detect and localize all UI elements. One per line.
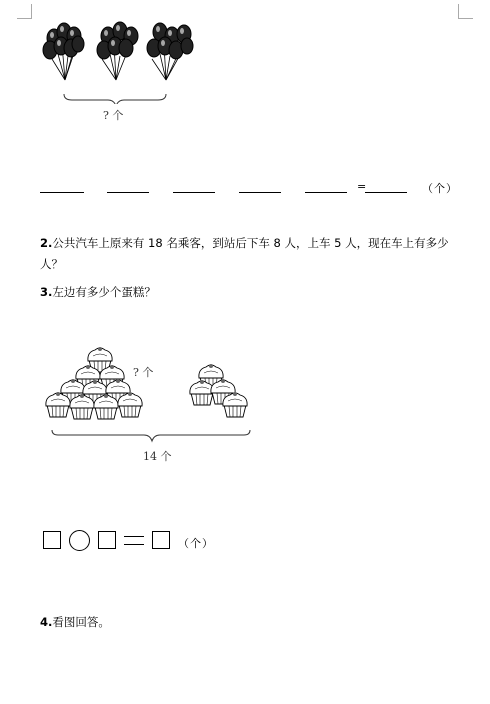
balloon-bunch-left <box>43 23 84 80</box>
equals-sign <box>124 536 144 545</box>
cake-pyramid-left <box>46 347 142 419</box>
balloon-bunch-middle <box>97 22 138 80</box>
question-4-text: 看图回答。 <box>52 615 110 629</box>
balloon-bunches-illustration <box>40 14 200 104</box>
question-3-number: 3. <box>40 285 53 299</box>
answer-blank-2[interactable] <box>107 192 149 193</box>
operator-circle[interactable] <box>69 530 90 551</box>
equation-unit-label: （个） <box>422 182 458 195</box>
cake-total-label: 14 个 <box>143 450 172 463</box>
number-sentence-row <box>43 528 214 552</box>
cakes-illustration <box>40 335 260 450</box>
answer-box-2[interactable] <box>98 531 116 549</box>
question-3 <box>40 282 470 303</box>
answer-box-result[interactable] <box>152 531 170 549</box>
question-4-number: 4. <box>40 615 53 629</box>
page-corner-mark-right <box>458 4 473 19</box>
question-3-text: 左边有多少个蛋糕？ <box>52 285 156 299</box>
page-corner-mark-left <box>17 4 32 19</box>
answer-blank-3[interactable] <box>173 192 215 193</box>
balloon-bunch-right <box>147 23 193 80</box>
balloon-question-label: ? 个 <box>103 109 124 122</box>
question-4 <box>40 612 470 633</box>
question-2 <box>40 233 470 275</box>
answer-blank-result[interactable] <box>365 192 407 193</box>
cake-total-brace <box>52 430 250 441</box>
question-2-text: 公共汽车上原来有 18 名乘客，到站后下车 8 人，上车 5 人，现在车上有多少人？ <box>40 236 449 271</box>
cake-question-label: ? 个 <box>133 366 154 379</box>
equation-equals-sign: = <box>357 180 367 193</box>
answer-blank-1[interactable] <box>40 192 84 193</box>
answer-box-1[interactable] <box>43 531 61 549</box>
cake-group-right <box>190 364 247 417</box>
answer-unit-label: （个） <box>178 537 214 550</box>
balloon-total-brace <box>64 94 166 104</box>
answer-blank-5[interactable] <box>305 192 347 193</box>
answer-blank-4[interactable] <box>239 192 281 193</box>
question-2-number: 2. <box>40 236 53 250</box>
